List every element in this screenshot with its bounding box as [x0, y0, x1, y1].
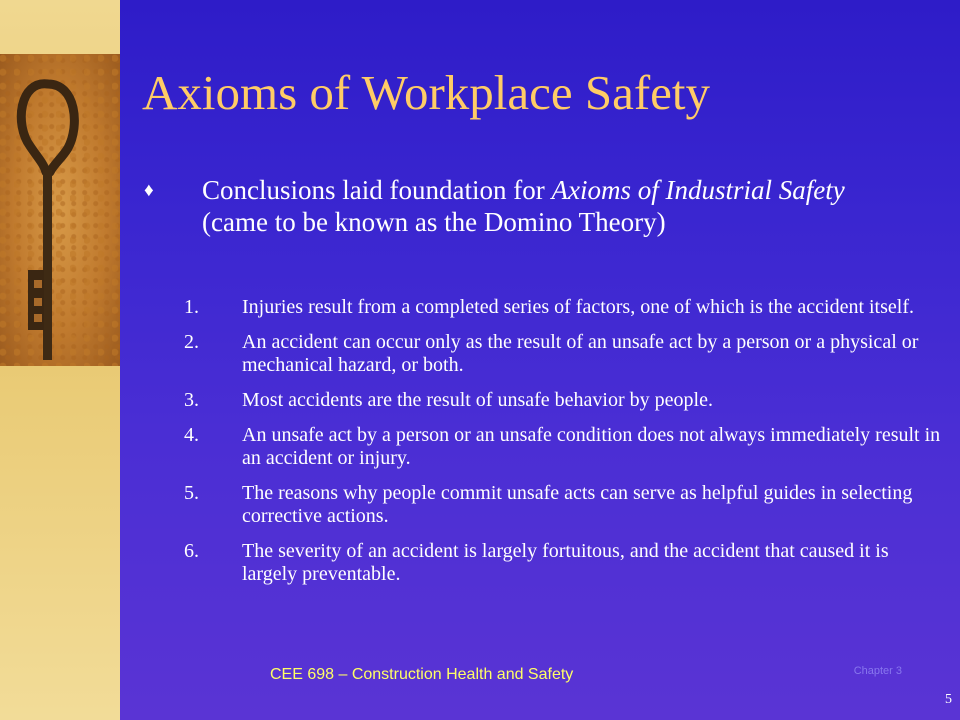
axioms-list [184, 296, 944, 598]
list-item: 1. Injuries result from a completed series of factors, one of which is the accident itself. [184, 296, 914, 318]
list-item: 4. An unsafe act by a person or an unsafe condition does not always immediately result in an accident or injury. [184, 424, 941, 469]
footer-chapter: Chapter 3 [853, 665, 902, 677]
key-icon [0, 54, 120, 366]
list-item: 2. An accident can occur only as the result of an unsafe act by a person or a physical or mechanical hazard, or both. [184, 331, 919, 376]
slide-title: Axioms of Workplace Safety [142, 65, 711, 120]
footer-course-name: CEE 698 – Construction Health and Safety [270, 666, 574, 683]
slide-content-area [120, 0, 960, 720]
list-item: 6. The severity of an accident is largely fortuitous, and the accident that caused it is largely preventable. [184, 540, 889, 585]
key-image [0, 54, 120, 366]
diamond-bullet-icon: ♦ [144, 180, 154, 201]
list-item: 3. Most accidents are the result of unsafe behavior by people. [184, 389, 713, 411]
page-number: 5 [945, 692, 952, 707]
list-item: 5. The reasons why people commit unsafe acts can serve as helpful guides in selecting corrective actions. [184, 482, 913, 527]
main-bullet-text: Conclusions laid foundation for Axioms of Industrial Safety (came to be known as the Domino Theory) [202, 175, 845, 237]
